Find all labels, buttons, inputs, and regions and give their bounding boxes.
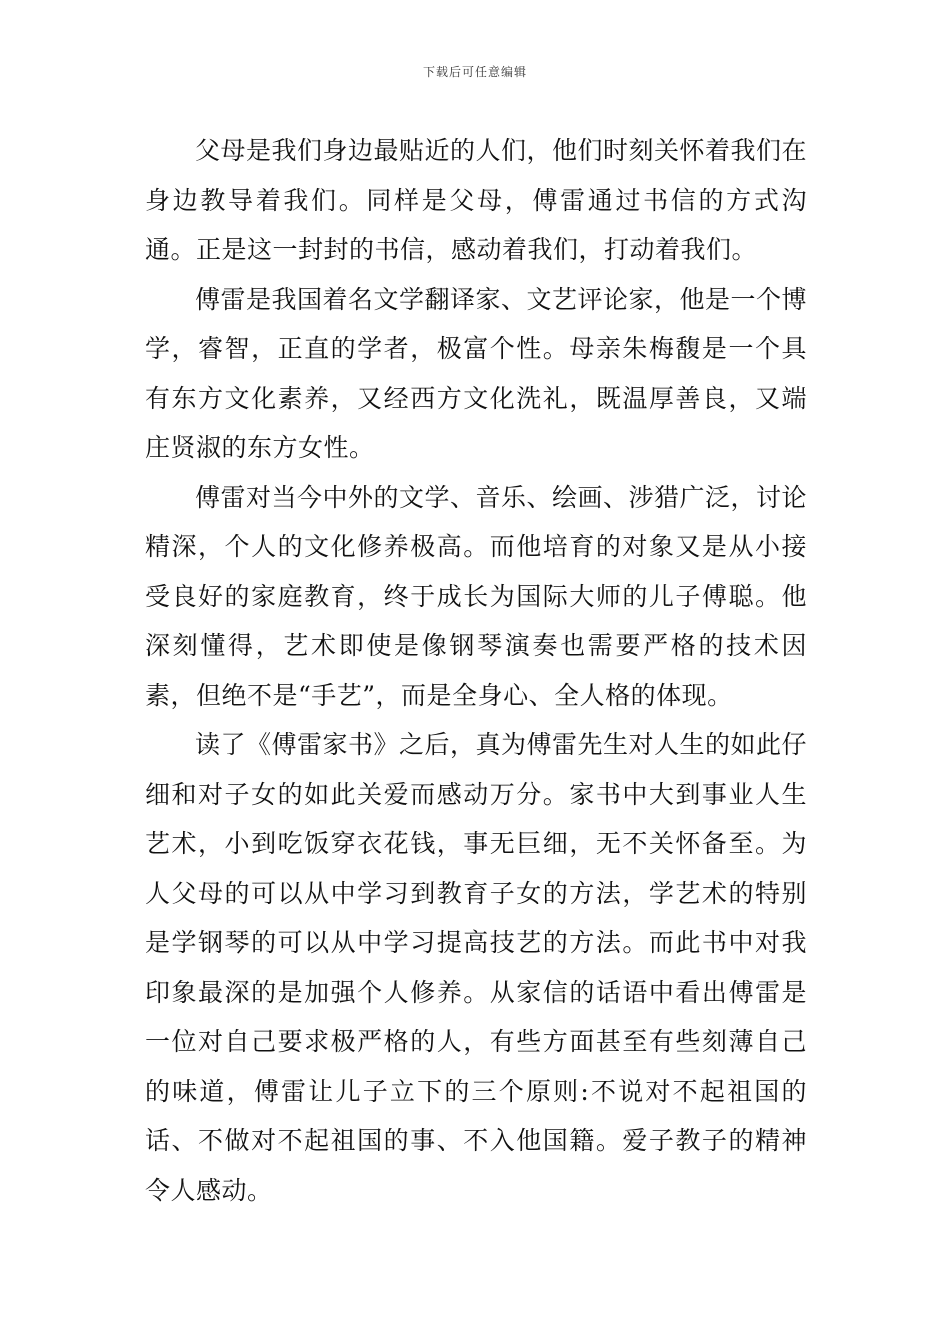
page-header: 下载后可任意编辑 — [422, 65, 527, 79]
document-body — [145, 126, 807, 1215]
paragraph-1: 父母是我们身边最贴近的人们，他们时刻关怀着我们在身边教导着我们。同样是父母，傅雷通过书信的方式沟通。正是这一封封的书信，感动着我们，打动着我们。 — [145, 136, 808, 264]
paragraph-4: 读了《傅雷家书》之后，真为傅雷先生对人生的如此仔细和对子女的如此关爱而感动万分。家书中大到事业人生艺术，小到吃饭穿衣花钱，事无巨细，无不关怀备至。为人父母的可以从中学习到教育子女的方法，学艺术的特别是学钢琴的可以从中学习提高技艺的方法。而此书中对我印象最深的是加强个人修养。从家信的话语中看出傅雷是一位对自己要求极严格的人，有些方面甚至有些刻薄自己的味道，傅雷让儿子立下的三个原则:不说对不起祖国的话、不做对不起祖国的事、不入他国籍。爱子教子的精神令人感动。 — [145, 730, 808, 1205]
paragraph-3: 傅雷对当今中外的文学、音乐、绘画、涉猎广泛，讨论精深，个人的文化修养极高。而他培育的对象又是从小接受良好的家庭教育，终于成长为国际大师的儿子傅聪。他深刻懂得，艺术即使是像钢琴演奏也需要严格的技术因素，但绝不是“手艺”，而是全身心、全人格的体现。 — [145, 482, 808, 710]
paragraph-2: 傅雷是我国着名文学翻译家、文艺评论家，他是一个博学，睿智，正直的学者，极富个性。母亲朱梅馥是一个具有东方文化素养，又经西方文化洗礼，既温厚善良，又端庄贤淑的东方女性。 — [145, 284, 808, 462]
